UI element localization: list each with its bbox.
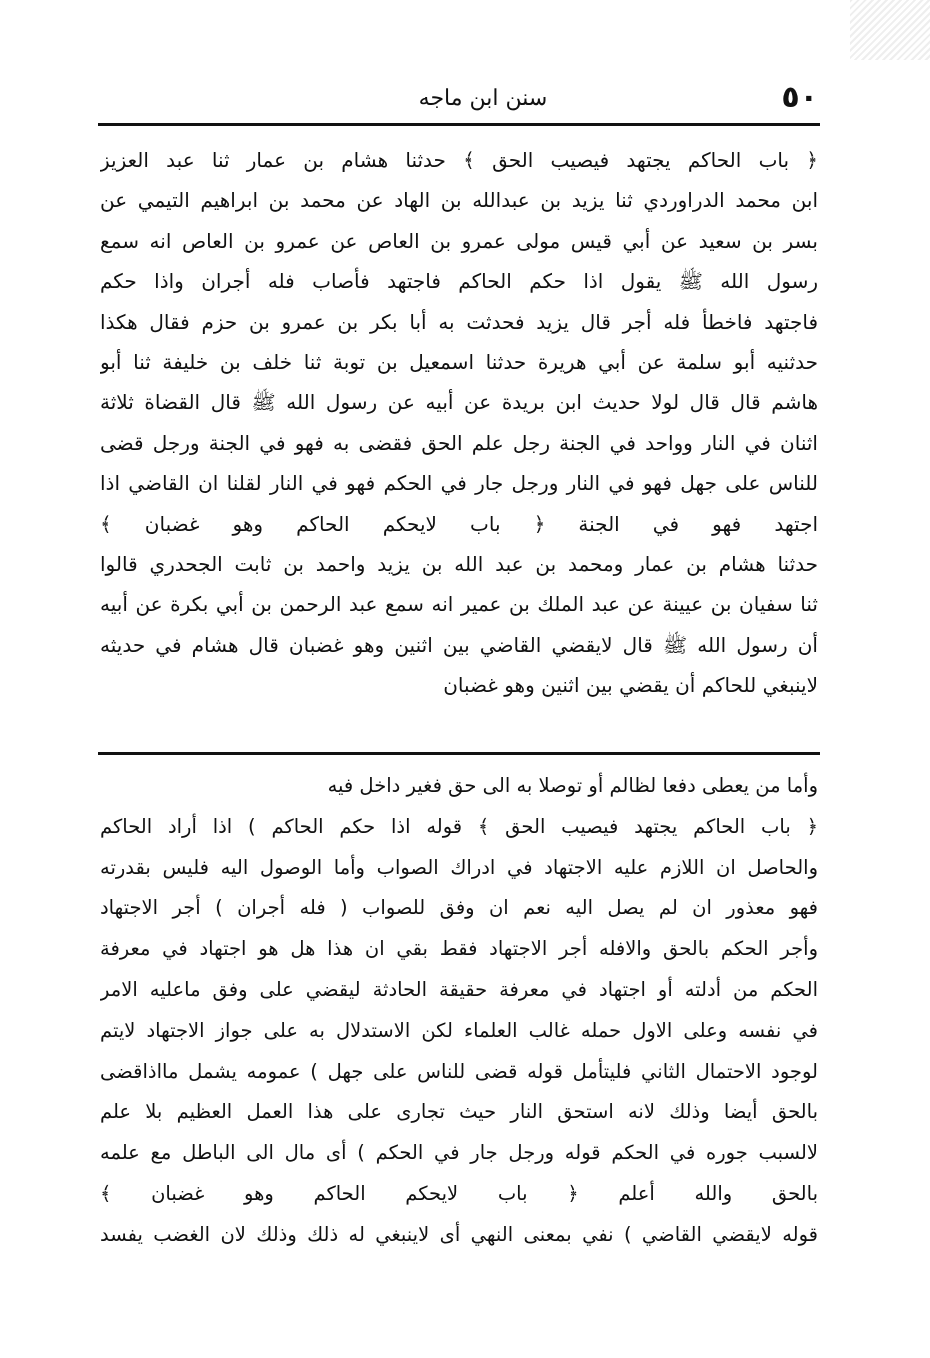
commentary-line: وأما من يعطى دفعا لظالم أو توصلا به الى حق فغير داخل فيه	[327, 774, 818, 797]
hadith-line: ابن محمد الدراوردي ثنا يزيد بن عبدالله بن الهاد عن محمد بن ابراهيم التيمي عن	[100, 188, 818, 213]
header-rule	[98, 123, 820, 126]
hadith-line: اجتهد فهو في الجنة ﴿ باب لايحكم الحاكم وهو غضبان ﴾	[100, 511, 818, 536]
hadith-line: اثنان في النار وواحد في الجنة رجل علم الحق فقضى به فهو في الجنة ورجل قضى	[100, 430, 818, 455]
hadith-line: حدثنا هشام بن عمار ومحمد بن عبد الله بن يزيد واحمد بن ثابت الجحدري قالوا	[100, 551, 818, 576]
commentary-line: والحاصل ان اللازم عليه الاجتهاد في ادراك الصواب وأما الوصول اليه فليس بقدرته	[100, 855, 818, 879]
running-title: سنن ابن ماجه	[418, 86, 548, 111]
hadith-line: هاشم قال قال لولا حديث ابن بريدة عن أبيه عن رسول الله ﷺ قال القضاة ثلاثة	[100, 390, 818, 415]
commentary-line: بالحق أيضا وذلك لانه استحق النار حيث تجارى على هذا العمل العظيم بلا علم	[100, 1100, 818, 1124]
hadith-line: رسول الله ﷺ يقول اذا حكم الحاكم فاجتهد فأصاب فله أجران واذا حكم	[100, 269, 818, 294]
page-header	[98, 78, 818, 122]
commentary-line: وأجر الحكم بالحق والافله أجر الاجتهاد فقط بقي ان هذا هل هو اجتهاد في معرفة	[100, 937, 818, 961]
commentary-line: بالحق والله أعلم ﴿ باب لايحكم الحاكم وهو غضبان ﴾	[100, 1181, 818, 1205]
hadith-text	[100, 140, 818, 705]
hadith-line: فاجتهد فاخطأ فله أجر قال يزيد فحدثت به أبا بكر بن عمرو بن حزم فقال هكذا	[100, 309, 818, 334]
hadith-line: أن رسول الله ﷺ قال لايقضي القاضي بين اثنين وهو غضبان قال هشام في حديثه	[100, 632, 818, 657]
hadith-line: ﴿ باب الحاكم يجتهد فيصيب الحق ﴾ حدثنا هشام بن عمار ثنا عبد العزيز	[100, 148, 818, 172]
commentary-line: الحكم من أدلته أو اجتهاد في معرفة حقيقة الحادثة ليقضي على وفق ماعليه الامر	[100, 977, 818, 1001]
commentary-line: لوجود الاحتمال الثاني فليتأمل قوله قضى للناس على جهل ) عمومه يشمل مااذاقضى	[100, 1059, 818, 1083]
commentary-text	[100, 766, 818, 1256]
hadith-line: للناس على جهل فهو في النار ورجل جار في الحكم فهو في النار لقلنا ان القاضي اذا	[100, 471, 818, 496]
commentary-line: قوله لايقضي القاضي ) نفي بمعنى النهي أى لاينبغي له ذلك وذلك لان الغضب يفسد	[100, 1222, 818, 1246]
hadith-line: لاينبغي للحاكم أن يقضي بين اثنين وهو غضبان	[443, 673, 818, 698]
commentary-line: فهو معذور ان لم يصل اليه نعم ان وفق للصواب ( فله أجران ) أجر الاجتهاد	[100, 896, 818, 920]
hadith-line: بسر بن سعيد عن أبي قيس مولى عمرو بن العاص عن عمرو بن العاص انه سمع	[100, 228, 818, 253]
commentary-line: ﴿ باب الحاكم يجتهد فيصيب الحق ﴾ قوله اذا حكم الحاكم ) اذا أراد الحاكم	[100, 814, 818, 838]
commentary-line: في نفسه وعلى الاول حمله غالب العلماء لكن الاستدلال به على جواز الاجتهاد لايتم	[100, 1018, 818, 1042]
hadith-line: ثنا سفيان بن عيينة عن عبد الملك بن عمير انه سمع عبد الرحمن بن أبي بكرة عن أبيه	[100, 592, 818, 617]
commentary-divider	[98, 752, 820, 755]
page-number: ٥٠	[781, 80, 818, 115]
hadith-line: حدثنيه أبو سلمة عن أبي هريرة حدثنا اسمعيل بن توبة ثنا خلف بن خليفة ثنا أبو	[100, 349, 818, 374]
commentary-line: لالسبب جوره في الحكم قوله ورجل جار في الحكم ) أى مال الى الباطل مع علمه	[100, 1141, 818, 1165]
scan-noise	[850, 0, 930, 60]
